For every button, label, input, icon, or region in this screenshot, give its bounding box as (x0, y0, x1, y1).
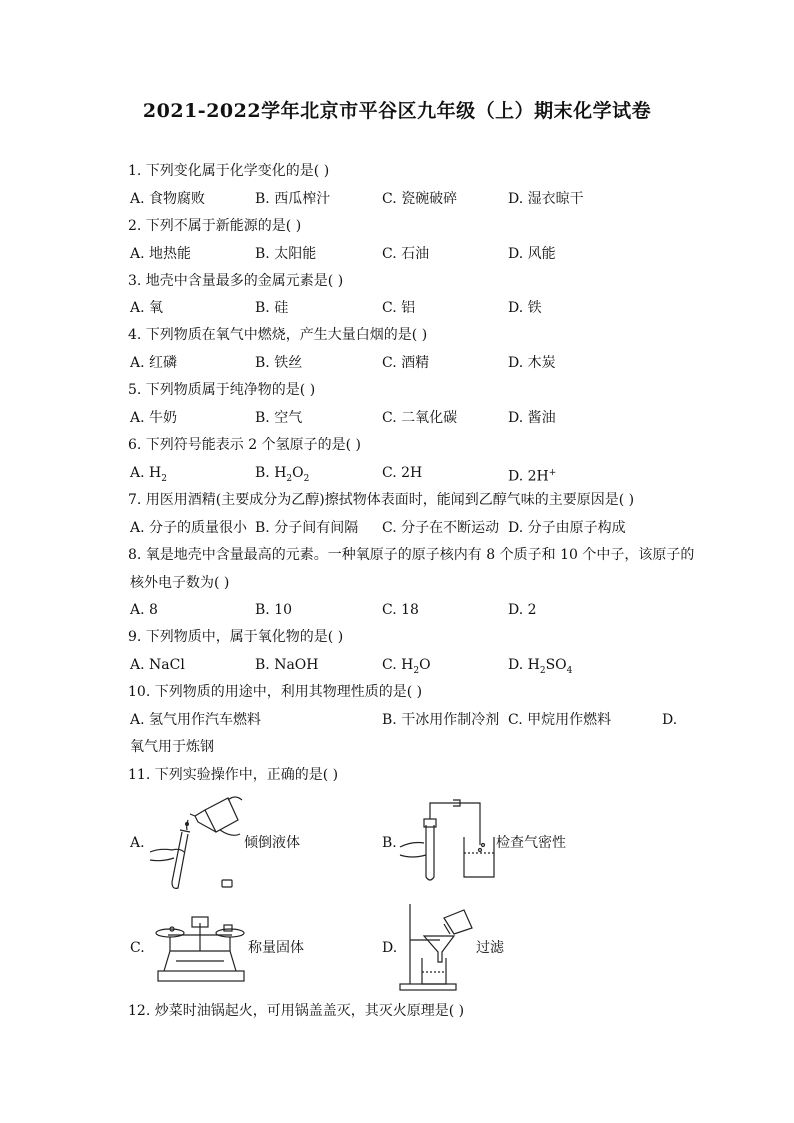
option-a: A. 氧 (130, 300, 164, 316)
filtration-illustration (398, 900, 478, 992)
option-d: D. 木炭 (508, 355, 556, 371)
option-b: B. 硅 (255, 300, 289, 316)
option-a: A. 红磷 (130, 355, 178, 371)
q11-b-label: B. (382, 835, 397, 851)
q11-c-label: C. (130, 940, 145, 956)
option-a: A. 氢气用作汽车燃料 (130, 712, 262, 728)
option-a: A. 地热能 (130, 246, 192, 262)
option-b: B. 太阳能 (255, 246, 317, 262)
option-c: C. 铝 (382, 300, 416, 316)
question-1: 1. 下列变化属于化学变化的是( ) (128, 163, 330, 179)
option-c: C. 18 (382, 602, 419, 618)
option-d: D. 铁 (508, 300, 542, 316)
option-d: D. 分子由原子构成 (508, 520, 626, 536)
q11-d-caption: 过滤 (476, 940, 504, 956)
option-a: A. 牛奶 (130, 410, 178, 426)
q11-b-caption: 检查气密性 (496, 835, 566, 851)
pouring-liquid-illustration (150, 790, 245, 895)
option-a: A. $H_2$ (130, 465, 167, 484)
option-d: D. $H_2SO_4$ (508, 657, 573, 676)
question-10: 10. 下列物质的用途中，利用其物理性质的是( ) (128, 684, 423, 700)
option-c: C. 甲烷用作燃料 (508, 712, 612, 728)
option-b: B. $H_2O_2$ (255, 465, 310, 484)
option-c: C. $H_2O$ (382, 657, 431, 676)
option-b: B. 干冰用作制冷剂 (382, 712, 500, 728)
question-6: 6. 下列符号能表示 2 个氢原子的是( ) (128, 437, 361, 453)
option-b: B. 10 (255, 602, 293, 618)
option-a: A. NaCl (130, 657, 185, 673)
option-d: D. (662, 712, 678, 728)
option-a: A. 8 (130, 602, 158, 618)
question-8-cont: 核外电子数为( ) (130, 575, 230, 591)
option-d: D. 风能 (508, 246, 556, 262)
option-b: B. 铁丝 (255, 355, 303, 371)
option-d: D. 2H+ (508, 468, 557, 485)
balance-illustration (150, 905, 250, 987)
question-11: 11. 下列实验操作中，正确的是( ) (128, 767, 339, 783)
question-5: 5. 下列物质属于纯净物的是( ) (128, 382, 316, 398)
option-b: B. 西瓜榨汁 (255, 191, 331, 207)
question-2: 2. 下列不属于新能源的是( ) (128, 218, 302, 234)
question-8: 8. 氧是地壳中含量最高的元素。一种氧原子的原子核内有 8 个质子和 10 个中子，该原子的 (128, 547, 695, 563)
q11-c-caption: 称量固体 (248, 940, 304, 956)
q11-a-caption: 倾倒液体 (244, 835, 300, 851)
option-d: D. 2 (508, 602, 537, 618)
question-9: 9. 下列物质中，属于氧化物的是( ) (128, 629, 344, 645)
question-7: 7. 用医用酒精(主要成分为乙醇)擦拭物体表面时，能闻到乙醇气味的主要原因是( ) (128, 492, 635, 508)
option-c: C. 分子在不断运动 (382, 520, 500, 536)
option-b: B. 空气 (255, 410, 303, 426)
option-a: A. 分子的质量很小 (130, 520, 248, 536)
option-c: C. 瓷碗破碎 (382, 191, 458, 207)
q11-a-label: A. (130, 835, 145, 851)
option-c: C. 二氧化碳 (382, 410, 458, 426)
question-3: 3. 地壳中含量最多的金属元素是( ) (128, 273, 344, 289)
question-4: 4. 下列物质在氧气中燃烧，产生大量白烟的是( ) (128, 327, 428, 343)
q11-d-label: D. (382, 940, 398, 956)
option-c: C. 2H (382, 465, 423, 481)
option-c: C. 酒精 (382, 355, 430, 371)
option-d: D. 湿衣晾干 (508, 191, 584, 207)
page-title: 2021-2022学年北京市平谷区九年级（上）期末化学试卷 (142, 100, 652, 122)
airtightness-check-illustration (398, 795, 498, 885)
option-d-wrap: 氧气用于炼钢 (130, 739, 214, 755)
option-b: B. NaOH (255, 657, 319, 673)
option-d: D. 酱油 (508, 410, 556, 426)
option-a: A. 食物腐败 (130, 191, 206, 207)
option-b: B. 分子间有间隔 (255, 520, 359, 536)
question-12: 12. 炒菜时油锅起火，可用锅盖盖灭，其灭火原理是( ) (128, 1003, 465, 1019)
option-c: C. 石油 (382, 246, 430, 262)
